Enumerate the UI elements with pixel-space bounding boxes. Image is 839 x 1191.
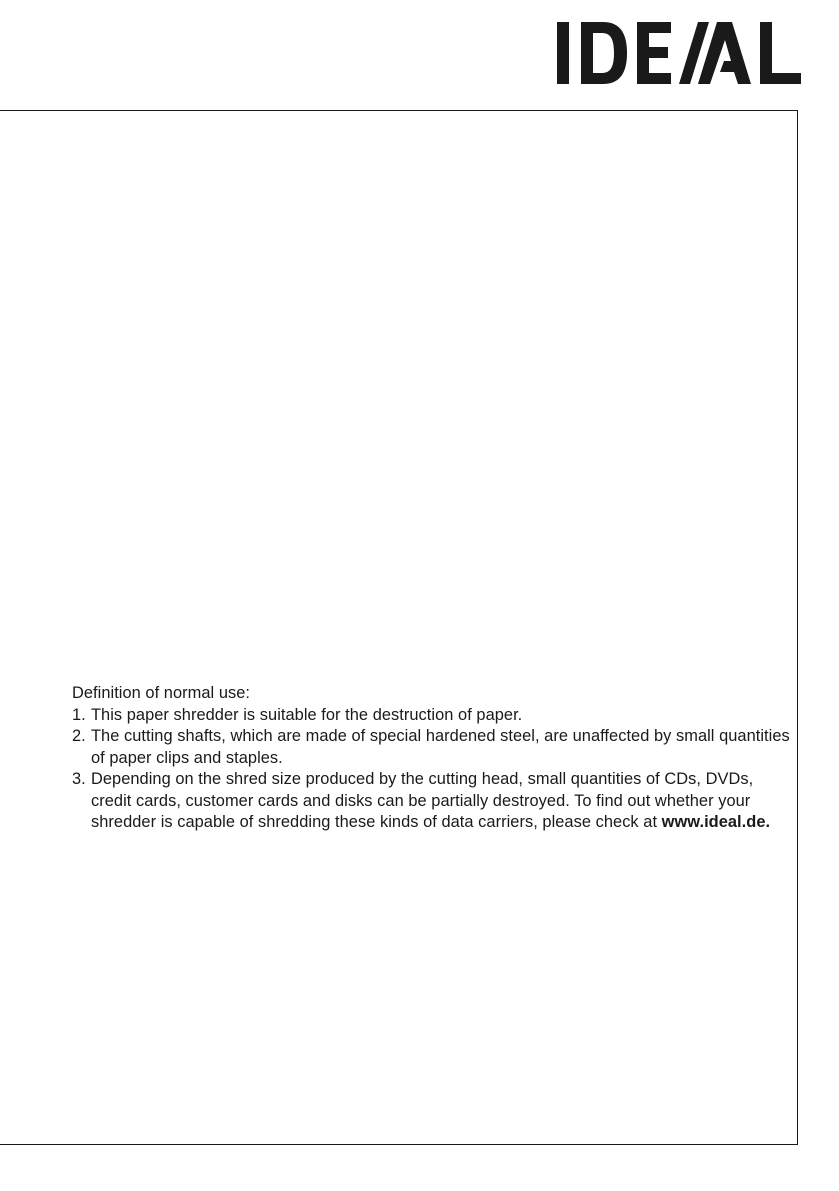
list-item-number: 3. <box>72 770 86 788</box>
normal-use-list <box>72 705 792 834</box>
page-frame <box>0 110 798 1145</box>
normal-use-section <box>72 683 792 834</box>
list-item-number: 1. <box>72 705 86 724</box>
list-item-text: The cutting shafts, which are made of special hardened steel, are unaffected by small quantities of paper clips and staples. <box>91 727 790 767</box>
list-item-text: Depending on the shred size produced by the cutting head, small quantities of CDs, DVDs, credit cards, customer cards and disks can be partially destroyed. To find out whether your shredder is capable of shredding these kinds of data carriers, please check at <box>91 770 754 831</box>
list-item <box>72 769 792 834</box>
ideal-logo <box>557 22 801 84</box>
website-link[interactable]: www.ideal.de. <box>661 813 771 831</box>
list-item-number: 2. <box>72 727 86 745</box>
normal-use-heading: Definition of normal use: <box>72 684 250 702</box>
list-item <box>72 705 792 727</box>
list-item <box>72 726 792 769</box>
list-item-text: This paper shredder is suitable for the destruction of paper. <box>91 705 523 724</box>
